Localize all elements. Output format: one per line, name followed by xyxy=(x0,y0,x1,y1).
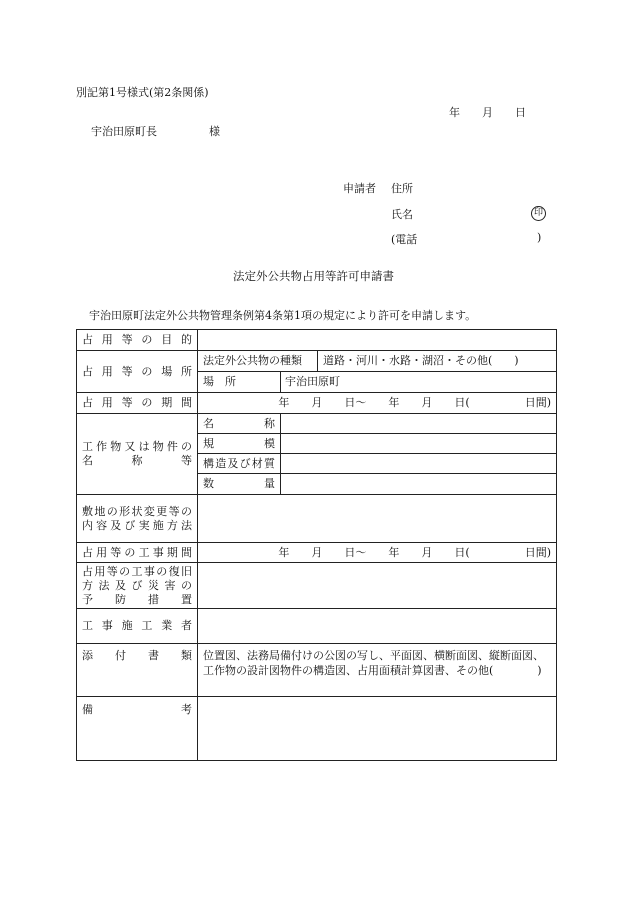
structure-name-field[interactable] xyxy=(281,414,557,434)
remarks-label: 備 考 xyxy=(77,697,198,761)
structure-material-label: 構造及び材質 xyxy=(198,454,281,474)
row-period xyxy=(77,393,557,414)
work-period-value[interactable]: 年 月 日〜 年 月 日( 日間) xyxy=(198,543,557,563)
row-kind xyxy=(77,351,557,372)
date-field: 年 月 日 xyxy=(449,106,526,119)
location-label: 占用等の場所 xyxy=(77,351,198,393)
row-contractor xyxy=(77,609,557,644)
form-number: 別記第1号様式(第2条関係) xyxy=(76,86,209,99)
contractor-field[interactable] xyxy=(198,609,557,644)
row-purpose xyxy=(77,330,557,351)
row-restore xyxy=(77,563,557,609)
structure-quantity-field[interactable] xyxy=(281,474,557,495)
period-value[interactable]: 年 月 日〜 年 月 日( 日間) xyxy=(198,393,557,414)
seal-mark: 印 xyxy=(531,205,546,221)
structure-scale-label: 規 模 xyxy=(198,434,281,454)
structure-label: 工作物又は物件の 名 称 等 xyxy=(77,414,198,495)
row-attachments xyxy=(77,644,557,697)
kind-label: 法定外公共物の種類 xyxy=(198,351,318,372)
attachments-value[interactable]: 位置図、法務局備付けの公図の写し、平面図、横断面図、縦断面図、工作物の設計図物件の構造図、占用面積計算図書、その他( ) xyxy=(198,644,557,697)
place-label: 場 所 xyxy=(198,372,281,393)
structure-name-label: 名 称 xyxy=(198,414,281,434)
place-value[interactable]: 宇治田原町 xyxy=(281,372,557,393)
structure-scale-field[interactable] xyxy=(281,434,557,454)
name-label: 氏名 xyxy=(391,208,413,221)
intro-text: 宇治田原町法定外公共物管理条例第4条第1項の規定により許可を申請します。 xyxy=(89,309,477,322)
applicant-label: 申請者 xyxy=(343,182,376,195)
addressee: 宇治田原町長 xyxy=(91,125,157,138)
row-land-change xyxy=(77,495,557,543)
row-work-period xyxy=(77,543,557,563)
application-table xyxy=(76,329,557,761)
phone-label: (電話 xyxy=(391,233,418,246)
restore-field[interactable] xyxy=(198,563,557,609)
kind-value[interactable]: 道路・河川・水路・湖沼・その他( ) xyxy=(318,351,557,372)
row-remarks xyxy=(77,697,557,761)
row-structure-name xyxy=(77,414,557,434)
period-label: 占用等の期間 xyxy=(77,393,198,414)
land-change-field[interactable] xyxy=(198,495,557,543)
work-period-label: 占用等の工事期間 xyxy=(77,543,198,563)
phone-close: ) xyxy=(537,231,542,244)
land-change-label: 敷地の形状変更等の 内容及び実施方法 xyxy=(77,495,198,543)
attachments-label: 添付書類 xyxy=(77,644,198,697)
restore-label: 占用等の工事の復旧 方法及び災害の 予防措置 xyxy=(77,563,198,609)
honorific: 様 xyxy=(209,125,220,138)
structure-quantity-label: 数 量 xyxy=(198,474,281,495)
structure-material-field[interactable] xyxy=(281,454,557,474)
contractor-label: 工事施工業者 xyxy=(77,609,198,644)
document-title: 法定外公共物占用等許可申請書 xyxy=(233,269,394,283)
purpose-field[interactable] xyxy=(198,330,557,351)
purpose-label: 占用等の目的 xyxy=(77,330,198,351)
remarks-field[interactable] xyxy=(198,697,557,761)
address-label: 住所 xyxy=(391,182,413,195)
